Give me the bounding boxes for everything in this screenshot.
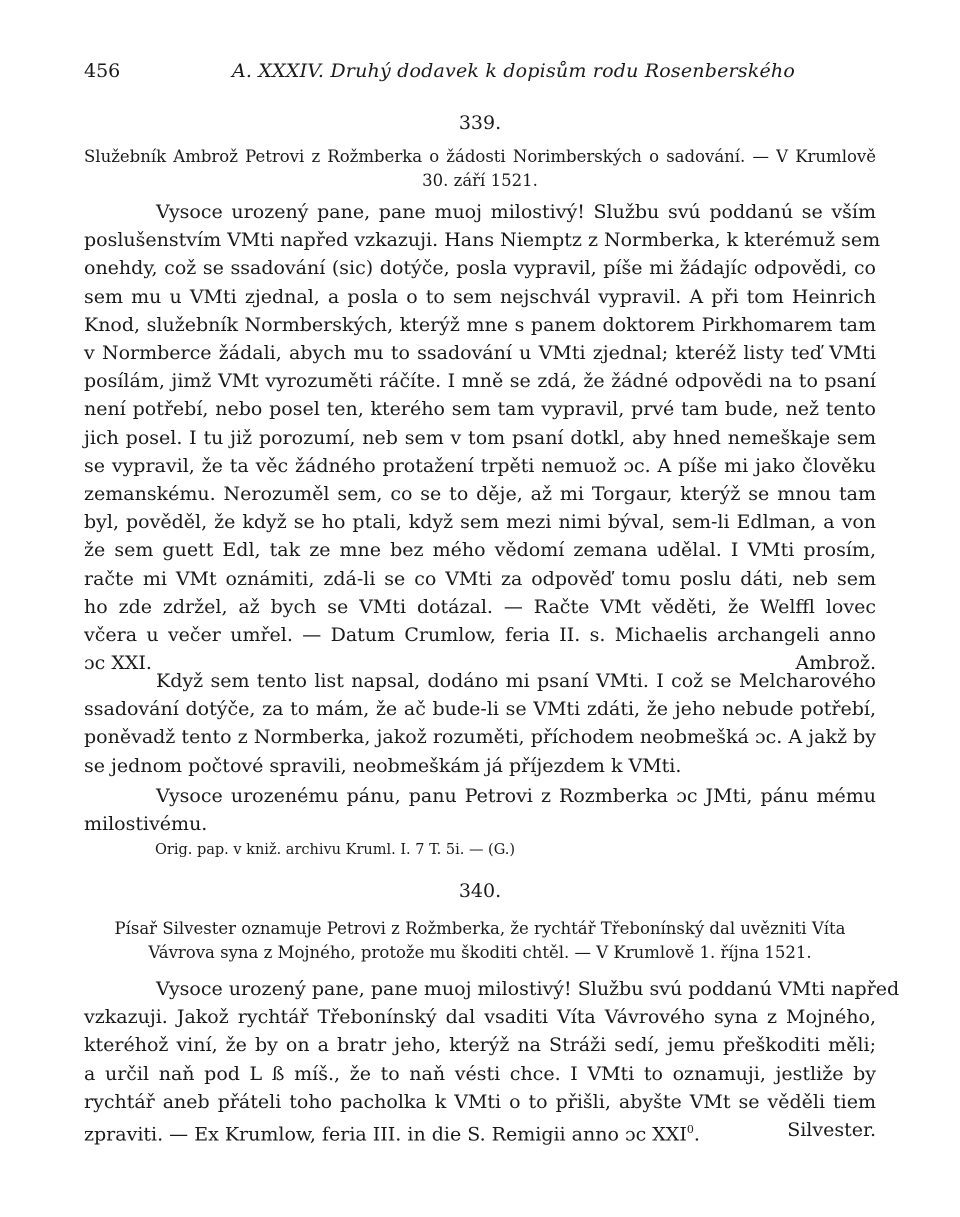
- text-line: poslušenstvím VMti napřed vzkazuji. Hans Niemptz z Normberka, k kterémuž sem: [84, 229, 881, 252]
- text-line: ho zde zdržel, až bych se VMti dotázal. — Račte VMt věděti, že Welffl lovec: [84, 595, 876, 618]
- letter-body: [84, 975, 900, 1149]
- text-line: Vysoce urozený pane, pane muoj milostivý! Službu svú poddanú se vším: [156, 201, 876, 223]
- letter-summary: [84, 917, 876, 965]
- source-note: Orig. pap. v kniž. archivu Kruml. I. 7 T. 5i. — (G.): [155, 842, 516, 858]
- signature: Silvester.: [787, 1119, 876, 1142]
- running-title: A. XXXIV. Druhý dodavek k dopisům rodu Rosenberského: [232, 60, 795, 82]
- text-line: ɔc XXI.: [84, 652, 152, 675]
- summary-line: Služebník Ambrož Petrovi z Rožmberka o žádosti Norimberských o sadování. — V Krumlově: [84, 147, 876, 166]
- text-line: kteréhož viní, že by on a bratr jeho, kterýž na Stráži sedí, jemu přeškoditi měli;: [84, 1034, 876, 1057]
- text-line: včera u večer umřel. — Datum Crumlow, feria II. s. Michaelis archangeli anno: [84, 624, 876, 647]
- text-line: posílám, jimž VMt vyrozuměti ráčíte. I mně se zdá, že žádné odpovědi na to psaní: [84, 370, 876, 393]
- text-line: Knod, služebník Normberských, kterýž mne s panem doktorem Pirkhomarem tam: [84, 313, 876, 336]
- page-header: [84, 60, 876, 90]
- text-line: vzkazuji. Jakož rychtář Třebonínský dal vsaditi Víta Vávrového syna z Mojného,: [84, 1006, 876, 1029]
- text-line: se jednom počtové spravili, neobmeškám já příjezdem k VMti.: [84, 754, 682, 777]
- text-line: a určil naň pod L ß míš., že to naň vésti chce. I VMti to oznamuji, jestliže by: [84, 1062, 876, 1085]
- text-line: rychtář aneb přáteli toho pacholka k VMti o to přišli, abyšte VMt se věděli tiem: [84, 1090, 876, 1113]
- letter-summary: [84, 145, 876, 193]
- closing-line: [84, 1116, 876, 1149]
- text-line: zemanskému. Nerozuměl sem, co se to děje, až mi Torgaur, kterýž se mnou tam: [84, 483, 876, 506]
- text-line: milostivému.: [84, 813, 208, 836]
- text-line: že sem guett Edl, tak ze mne bez mého vědomí zemana udělal. I VMti prosím,: [84, 539, 876, 562]
- text-line: jich posel. I tu již porozumí, neb sem v tom psaní dotkl, aby hned nemeškaje sem: [84, 426, 876, 449]
- summary-date: 30. září 1521.: [422, 171, 538, 190]
- summary-line: Vávrova syna z Mojného, protože mu škoditi chtěl. — V Krumlově 1. října 1521.: [148, 943, 812, 962]
- letter-number: 340.: [458, 880, 502, 902]
- text-line: Vysoce urozenému pánu, panu Petrovi z Rozmberka ɔc JMti, pánu mému: [156, 785, 876, 807]
- text-line: Vysoce urozený pane, pane muoj milostivý! Službu svú poddanú VMti napřed: [156, 978, 900, 1000]
- text-line: Když sem tento list napsal, dodáno mi psaní VMti. I což se Melcharového: [156, 670, 876, 692]
- text-line: není potřebí, nebo posel ten, kterého sem tam vypravil, prvé tam bude, než tento: [84, 398, 876, 421]
- page-number: 456: [84, 60, 121, 82]
- text-line: poněvadž tento z Normberka, jakož rozuměti, příchodem neobmešká ɔc. A jakž by: [84, 726, 876, 749]
- text-line: .: [693, 1123, 700, 1146]
- letter-number: 339.: [458, 112, 502, 134]
- text-line: byl, pověděl, že když se ho ptali, když sem mezi nimi býval, sem-li Edlman, a von: [84, 511, 876, 534]
- text-line: zpraviti. — Ex Krumlow, feria III. in die S. Remigii anno ɔc XXI: [84, 1123, 687, 1146]
- text-line: račte mi VMt oznámiti, zdá-li se co VMti za odpověď tomu poslu dáti, neb sem: [84, 567, 876, 590]
- text-line: sem mu u VMti zjednal, a posla o to sem nejschvál vypravil. A při tom Heinrich: [84, 285, 876, 308]
- text-line: se vypravil, že ta věc žádného protažení trpěti nemuož ɔc. A píše mi jako člověku: [84, 454, 876, 477]
- text-line: onehdy, což se ssadování (sic) dotýče, posla vypravil, píše mi žádajíc odpovědi, co: [84, 257, 876, 280]
- summary-line: Písař Silvester oznamuje Petrovi z Rožmberka, že rychtář Třebonínský dal uvězniti Víta: [114, 919, 846, 938]
- text-line: ssadování dotýče, za to mám, že ač bude-li se VMti zdáti, že jeho nebude potřebí,: [84, 698, 876, 721]
- signature: Ambrož.: [795, 652, 876, 675]
- superscript: 0: [686, 1123, 694, 1137]
- text-line: v Normberce žádali, abych mu to ssadování u VMti zjednal; kteréž listy teď VMti: [84, 342, 876, 365]
- address: [84, 782, 876, 838]
- letter-body: [84, 198, 881, 677]
- postscript: [84, 667, 876, 780]
